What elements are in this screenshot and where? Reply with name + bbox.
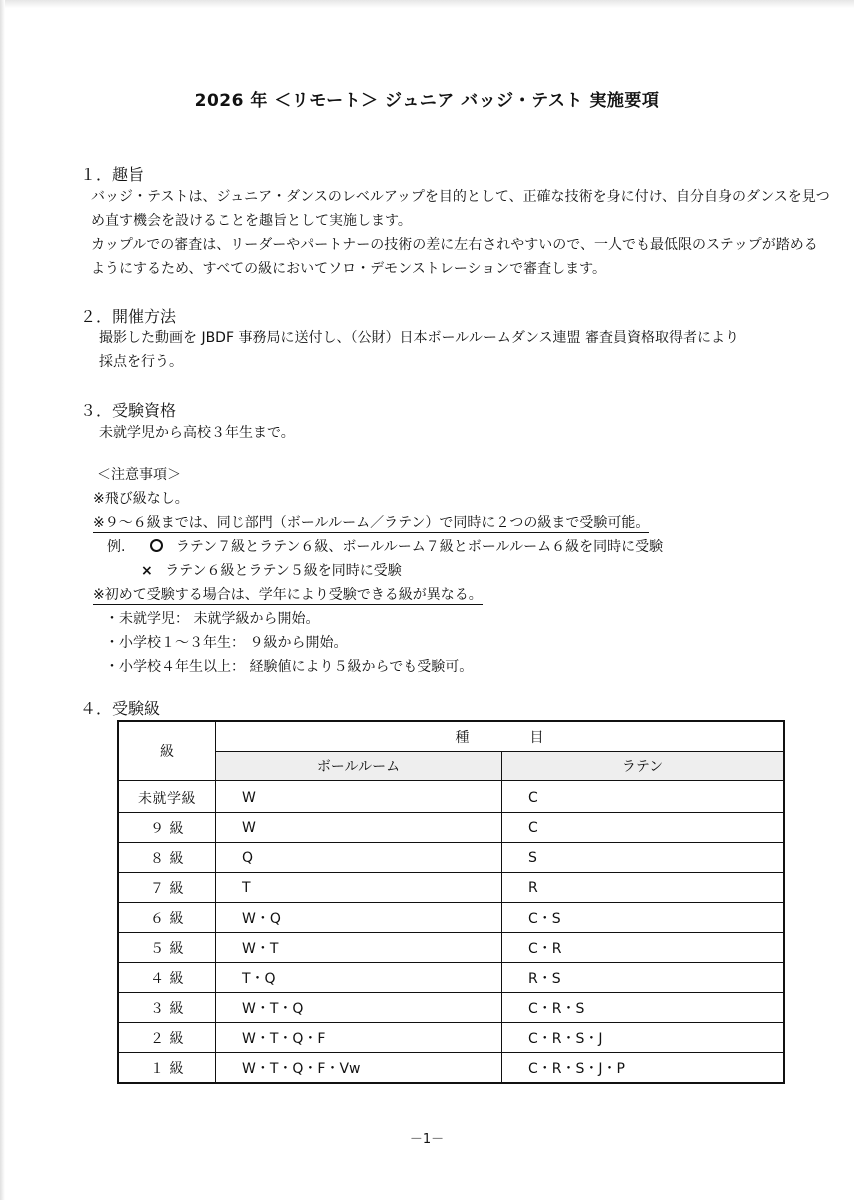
cell-ballroom: W・T [216, 933, 502, 963]
header-latin: ラテン [502, 752, 785, 781]
table-row [118, 781, 784, 813]
table-row [118, 903, 784, 933]
note-bullet-preschool: ・未就学児： 未就学級から開始。 [105, 611, 320, 627]
cell-ballroom: Q [216, 843, 502, 873]
cell-ballroom: W [216, 781, 502, 813]
cell-ballroom: W・T・Q [216, 993, 502, 1023]
table-row [118, 1053, 784, 1084]
cell-latin: R [502, 873, 785, 903]
cell-ballroom: W・Q [216, 903, 502, 933]
table-row [118, 843, 784, 873]
note-first-time [93, 585, 483, 605]
section-3-heading: ３．受験資格 [80, 401, 177, 420]
note-bullet-elem-4-up: ・小学校４年生以上： 経験値により５級からでも受験可。 [105, 659, 474, 675]
cell-latin: C・R・S・J [502, 1023, 785, 1053]
section-1-line-2: め直す機会を設けることを趣旨として実施します。 [91, 213, 412, 229]
cell-ballroom: T [216, 873, 502, 903]
cell-grade: ７ 級 [118, 873, 216, 903]
grade-table [117, 720, 785, 1084]
note-example-ok [107, 537, 663, 557]
cell-latin: C・R・S [502, 993, 785, 1023]
note-rule-9-to-6 [93, 513, 649, 533]
table-row [118, 873, 784, 903]
cell-latin: C・R [502, 933, 785, 963]
section-3-line-1: 未就学児から高校３年生まで。 [99, 425, 295, 441]
example-ok-text: ラテン７級とラテン６級、ボールルーム７級とボールルーム６級を同時に受験 [175, 539, 664, 555]
cell-ballroom: W [216, 813, 502, 843]
header-ballroom: ボールルーム [216, 752, 502, 781]
cell-grade: 未就学級 [118, 781, 216, 813]
table-row [118, 993, 784, 1023]
notes-heading: ＜注意事項＞ [97, 467, 181, 483]
table-row [118, 813, 784, 843]
section-1-line-4: ようにするため、すべての級においてソロ・デモンストレーションで審査します。 [91, 261, 607, 277]
cell-grade: ６ 級 [118, 903, 216, 933]
table-row [118, 933, 784, 963]
cell-grade: ２ 級 [118, 1023, 216, 1053]
note-example-ng [139, 561, 402, 581]
section-4-heading: ４．受験級 [80, 699, 161, 718]
page-edge-left [0, 0, 5, 1200]
example-ng-text: ラテン６級とラテン５級を同時に受験 [165, 563, 402, 579]
cell-grade: ４ 級 [118, 963, 216, 993]
cell-grade: ８ 級 [118, 843, 216, 873]
cell-ballroom: W・T・Q・F [216, 1023, 502, 1053]
section-1-heading: １．趣旨 [80, 165, 145, 184]
note-first-time-text: ※初めて受験する場合は、学年により受験できる級が異なる。 [93, 587, 483, 603]
example-prefix: 例. [107, 539, 126, 555]
section-1-line-1: バッジ・テストは、ジュニア・ダンスのレベルアップを目的として、正確な技術を身に付け、自分自身のダンスを見つ [91, 189, 830, 205]
section-2-line-1: 撮影した動画を JBDF 事務局に送付し、（公財）日本ボールルームダンス連盟 審査員資格取得者により [99, 330, 740, 346]
cell-grade: ３ 級 [118, 993, 216, 1023]
cell-latin: C [502, 813, 785, 843]
cell-grade: １ 級 [118, 1053, 216, 1084]
cell-grade: ９ 級 [118, 813, 216, 843]
circle-mark-icon [150, 539, 163, 552]
cell-ballroom: W・T・Q・F・Vw [216, 1053, 502, 1084]
cell-grade: ５ 級 [118, 933, 216, 963]
note-no-skip: ※飛び級なし。 [93, 491, 189, 507]
cell-latin: C・R・S・J・P [502, 1053, 785, 1084]
table-row [118, 963, 784, 993]
cell-latin: R・S [502, 963, 785, 993]
cell-ballroom: T・Q [216, 963, 502, 993]
page-edge [0, 0, 854, 8]
cell-latin: C・S [502, 903, 785, 933]
note-rule-9-to-6-text: ※９～６級までは、同じ部門（ボールルーム／ラテン）で同時に２つの級まで受験可能。 [93, 515, 650, 531]
cross-mark-icon: × [141, 563, 153, 579]
section-2-heading: ２．開催方法 [80, 307, 177, 326]
section-1-line-3: カップルでの審査は、リーダーやパートナーの技術の差に左右されやすいので、一人でも最低限のステップが踏める [91, 237, 818, 253]
document-title: 2026 年 ＜リモート＞ ジュニア バッジ・テスト 実施要項 [194, 91, 660, 111]
table-row [118, 1023, 784, 1053]
note-bullet-elem-1-3: ・小学校１～３年生： ９級から開始。 [105, 635, 348, 651]
section-2-line-2: 採点を行う。 [99, 354, 183, 370]
table-header-row [118, 721, 784, 752]
header-item: 種目 [216, 721, 785, 752]
table-subheader-row [118, 752, 784, 781]
cell-latin: S [502, 843, 785, 873]
cell-latin: C [502, 781, 785, 813]
header-grade: 級 [118, 721, 216, 781]
page-number: －1－ [409, 1132, 445, 1147]
